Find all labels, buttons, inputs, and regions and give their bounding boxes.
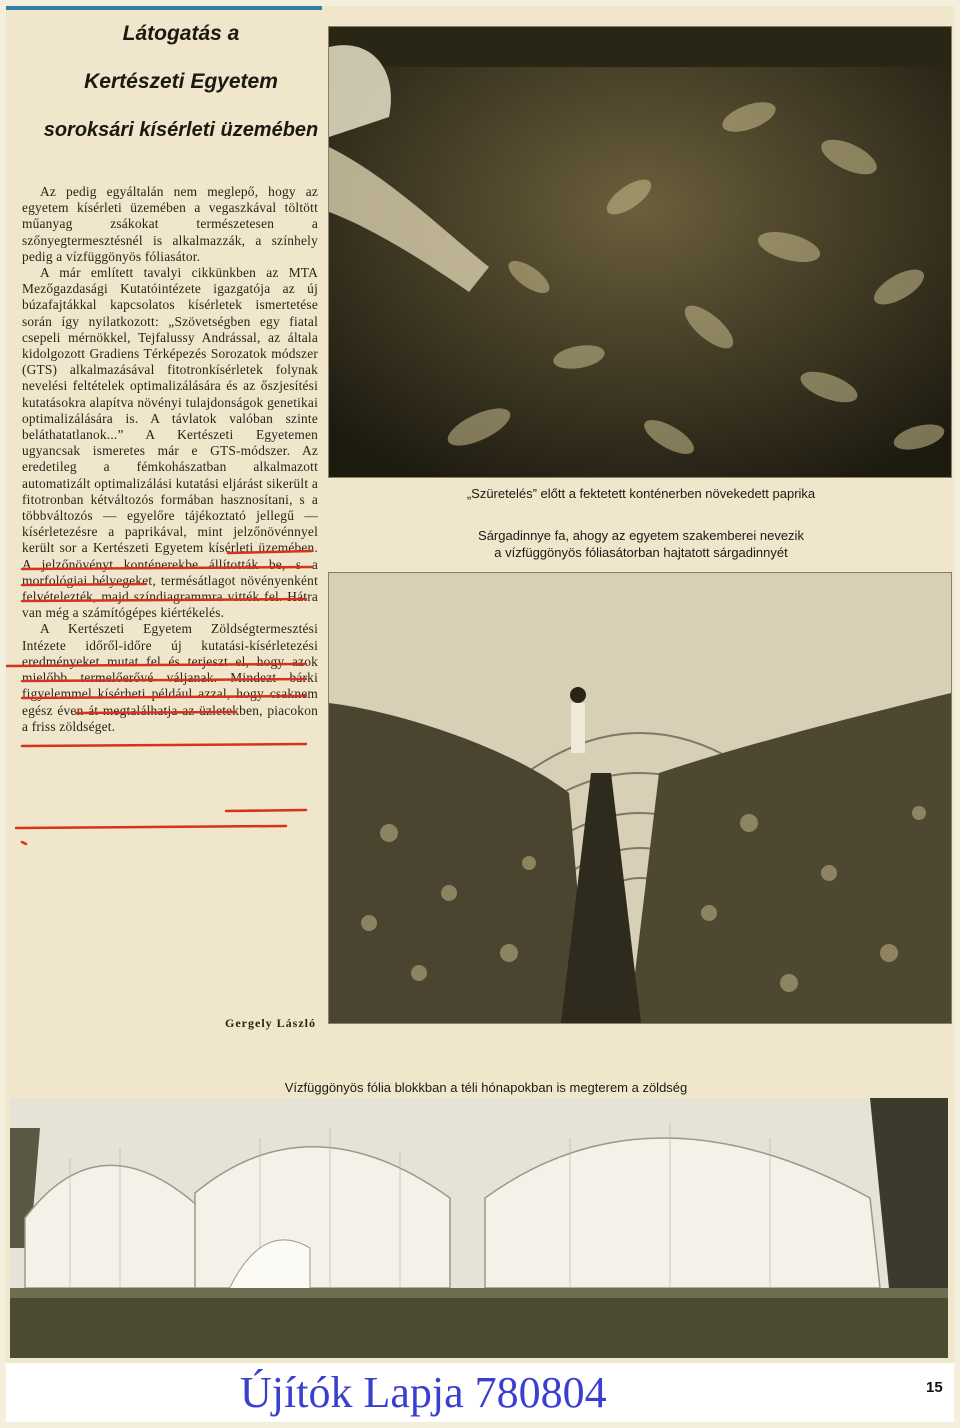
photo-melon-container xyxy=(328,572,952,1024)
article-paragraph-2: A már említett tavalyi cikkünkben az MTA Mezőgazdasági Kutatóintézete igazgatója az új búzafajtákkal kapcsolatos kísérletek ismertetése során így nyilatkozott: „Szövetségben egy fiatal csepeli mérnökkel, Tejfalussy Andrással, az általa kidolgozott Gradiens Térképezés Sorozatok módszer (GTS) alkalmazásával fitotronkísérletek folynak nevelési feltételek optimalizálására és az őszjesítési kutatásokra alapítva növényi tulajdonságok genetikai optimalizálására is. A távlatok valóban szinte beláthatatlanok...” A Kertészeti Egyetemen ugyancsak ismeretes már e GTS-módszer. Az eredetileg a fémkohászatban alkalmazott automatizált optimalizálási kutatási eljárást sikerült a fitotronban kétváltozós formában hasznosítani, s a többváltozós — egyelőre tájékoztató jellegű — kísérletezésre a paprikával, mint jelzőnövénnyel került sor a Kertészeti Egyetem kísérleti üzemében. A jelzőnövényt konténerekbe állították be, s a morfológiai bélyegeket, termésátlagot növényenként felvételezték, majd színdiagrammra vitték fel. Hátra van még a számítógépes kiértékelés. xyxy=(22,265,318,621)
article-paragraph-1: Az pedig egyáltalán nem meglepő, hogy az egyetem kísérleti üzemében a vegaszkával töltött műanyag zsákokat természetesen a szőnyegtermesztésnél is alkalmazzák, a színhely pedig a vízfüggönyös fóliasátor. xyxy=(22,184,318,264)
article-title-line-2: Kertészeti Egyetem xyxy=(84,70,278,93)
magazine-page xyxy=(6,6,954,1422)
photo1-caption: „Szüretelés” előtt a fektetett konténerben növekedett paprika xyxy=(466,486,816,501)
photo-pepper-container xyxy=(328,26,952,478)
footer-title: Újítók Lapja 780804 xyxy=(240,1368,607,1417)
photo-greenhouse-container xyxy=(10,1098,948,1358)
article-title-line-3: soroksári kísérleti üzemében xyxy=(43,119,319,141)
greenhouse-photo-illustration xyxy=(10,1098,948,1358)
photo3-caption: Vízfüggönyös fólia blokkban a téli hónapokban is megterem a zöldség xyxy=(284,1080,688,1095)
article-author: Gergely László xyxy=(225,1016,316,1030)
article-body xyxy=(22,184,318,735)
page-number: 15 xyxy=(926,1379,943,1396)
photo2-caption-line-1: Sárgadinnye fa, ahogy az egyetem szakemberei nevezik xyxy=(478,528,804,543)
article-paragraph-3: A Kertészeti Egyetem Zöldségtermesztési Intézete időről-időre új kutatási-kísérletezési eredményeket mutat fel és terjeszt el, hogy azok mielőbb termelőerővé váljanak. Mindezt bárki figyelemmel kísérheti például azzal, hogy csaknem egész éven át megtalálhatja az üzletekben, piacokon a friss zöldséget. xyxy=(22,621,318,734)
photo2-caption-line-2: a vízfüggönyös fóliasátorban hajtatott sárgadinnyét xyxy=(494,545,788,560)
pepper-photo-illustration xyxy=(329,27,951,477)
article-title-line-1: Látogatás a xyxy=(122,22,240,45)
top-rule xyxy=(6,6,322,10)
melon-tunnel-photo-illustration xyxy=(329,573,951,1023)
